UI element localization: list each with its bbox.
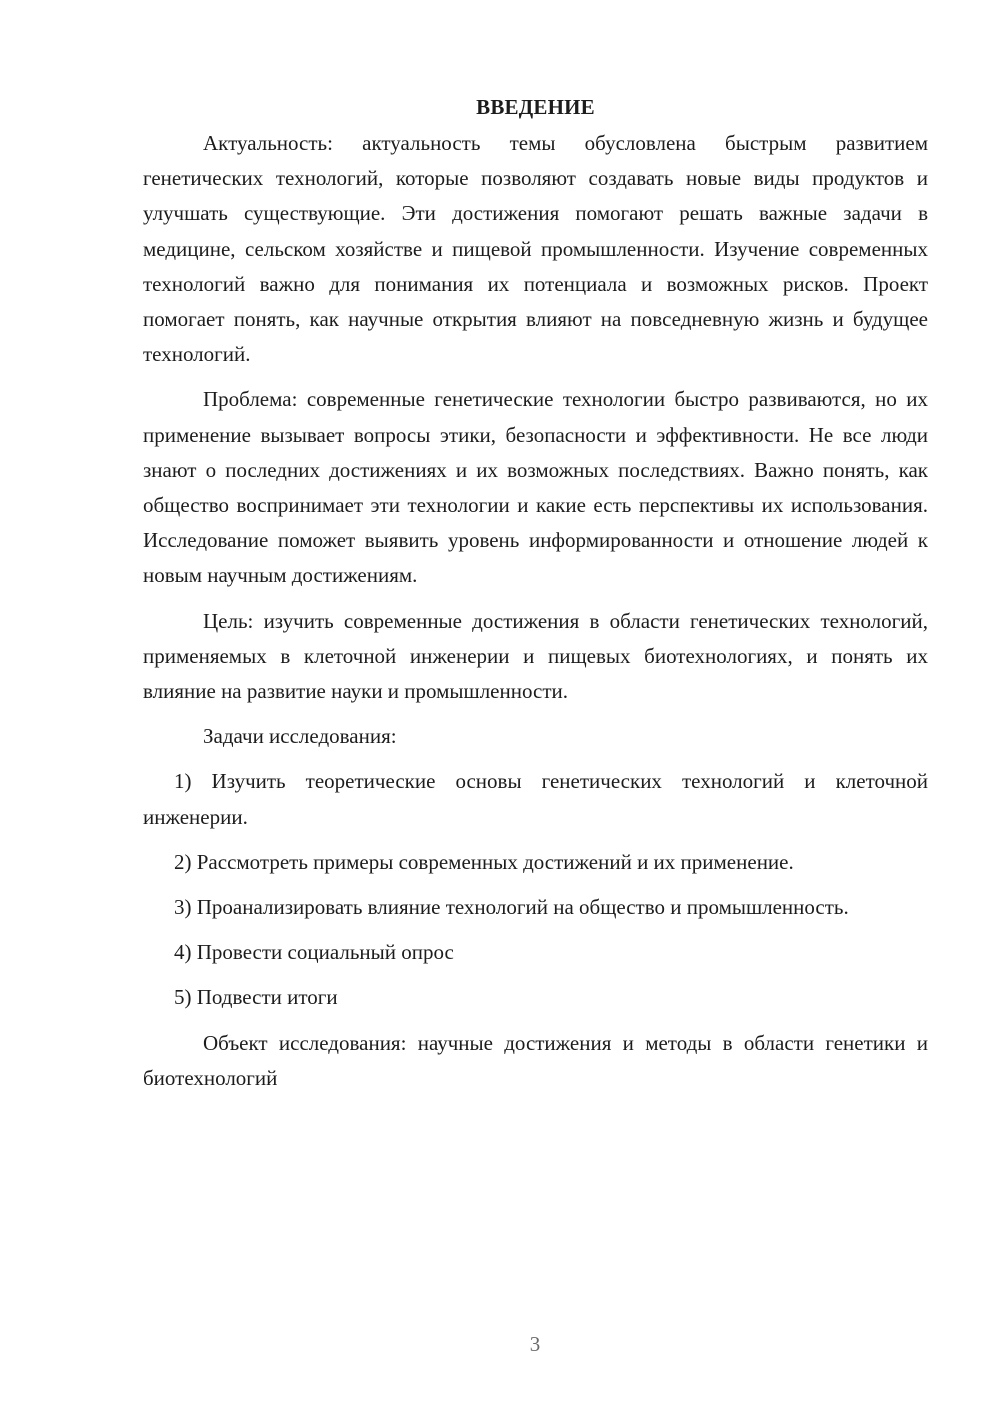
problem-paragraph: Проблема: современные генетические технологии быстро развиваются, но их применение вызывает вопросы этики, безопасности и эффективности. Не все люди знают о последних достижениях и их возможных последствиях. Важно понять, как общество воспринимает эти технологии и какие есть перспективы их использования. Исследование поможет выявить уровень информированности и отношение людей к новым научным достижениям. <box>143 387 928 588</box>
task-item-3: 3) Проанализировать влияние технологий на общество и промышленность. <box>174 895 849 920</box>
document-page <box>143 90 928 1106</box>
relevance-paragraph: Актуальность: актуальность темы обусловлена быстрым развитием генетических технологий, которые позволяют создавать новые виды продуктов и улучшать существующие. Эти достижения помогают решать важные задачи в медицине, сельском хозяйстве и пищевой промышленности. Изучение современных технологий важно для понимания их потенциала и возможных рисков. Проект помогает понять, как научные открытия влияют на повседневную жизнь и будущее технологий. <box>143 131 928 367</box>
task-item-5: 5) Подвести итоги <box>174 985 338 1010</box>
task-item-2: 2) Рассмотреть примеры современных достижений и их применение. <box>174 849 794 874</box>
page-number: 3 <box>529 1332 541 1356</box>
task-item-1: 1) Изучить теоретические основы генетических технологий и клеточной инженерии. <box>143 769 928 829</box>
task-item-4: 4) Провести социальный опрос <box>174 940 454 965</box>
goal-paragraph: Цель: изучить современные достижения в области генетических технологий, применяемых в клеточной инженерии и пищевых биотехнологиях, и понять их влияние на развитие науки и промышленности. <box>143 608 928 704</box>
tasks-heading: Задачи исследования: <box>203 724 397 749</box>
object-paragraph: Объект исследования: научные достижения и методы в области генетики и биотехнологий <box>143 1030 928 1090</box>
page-title: ВВЕДЕНИЕ <box>476 95 595 119</box>
